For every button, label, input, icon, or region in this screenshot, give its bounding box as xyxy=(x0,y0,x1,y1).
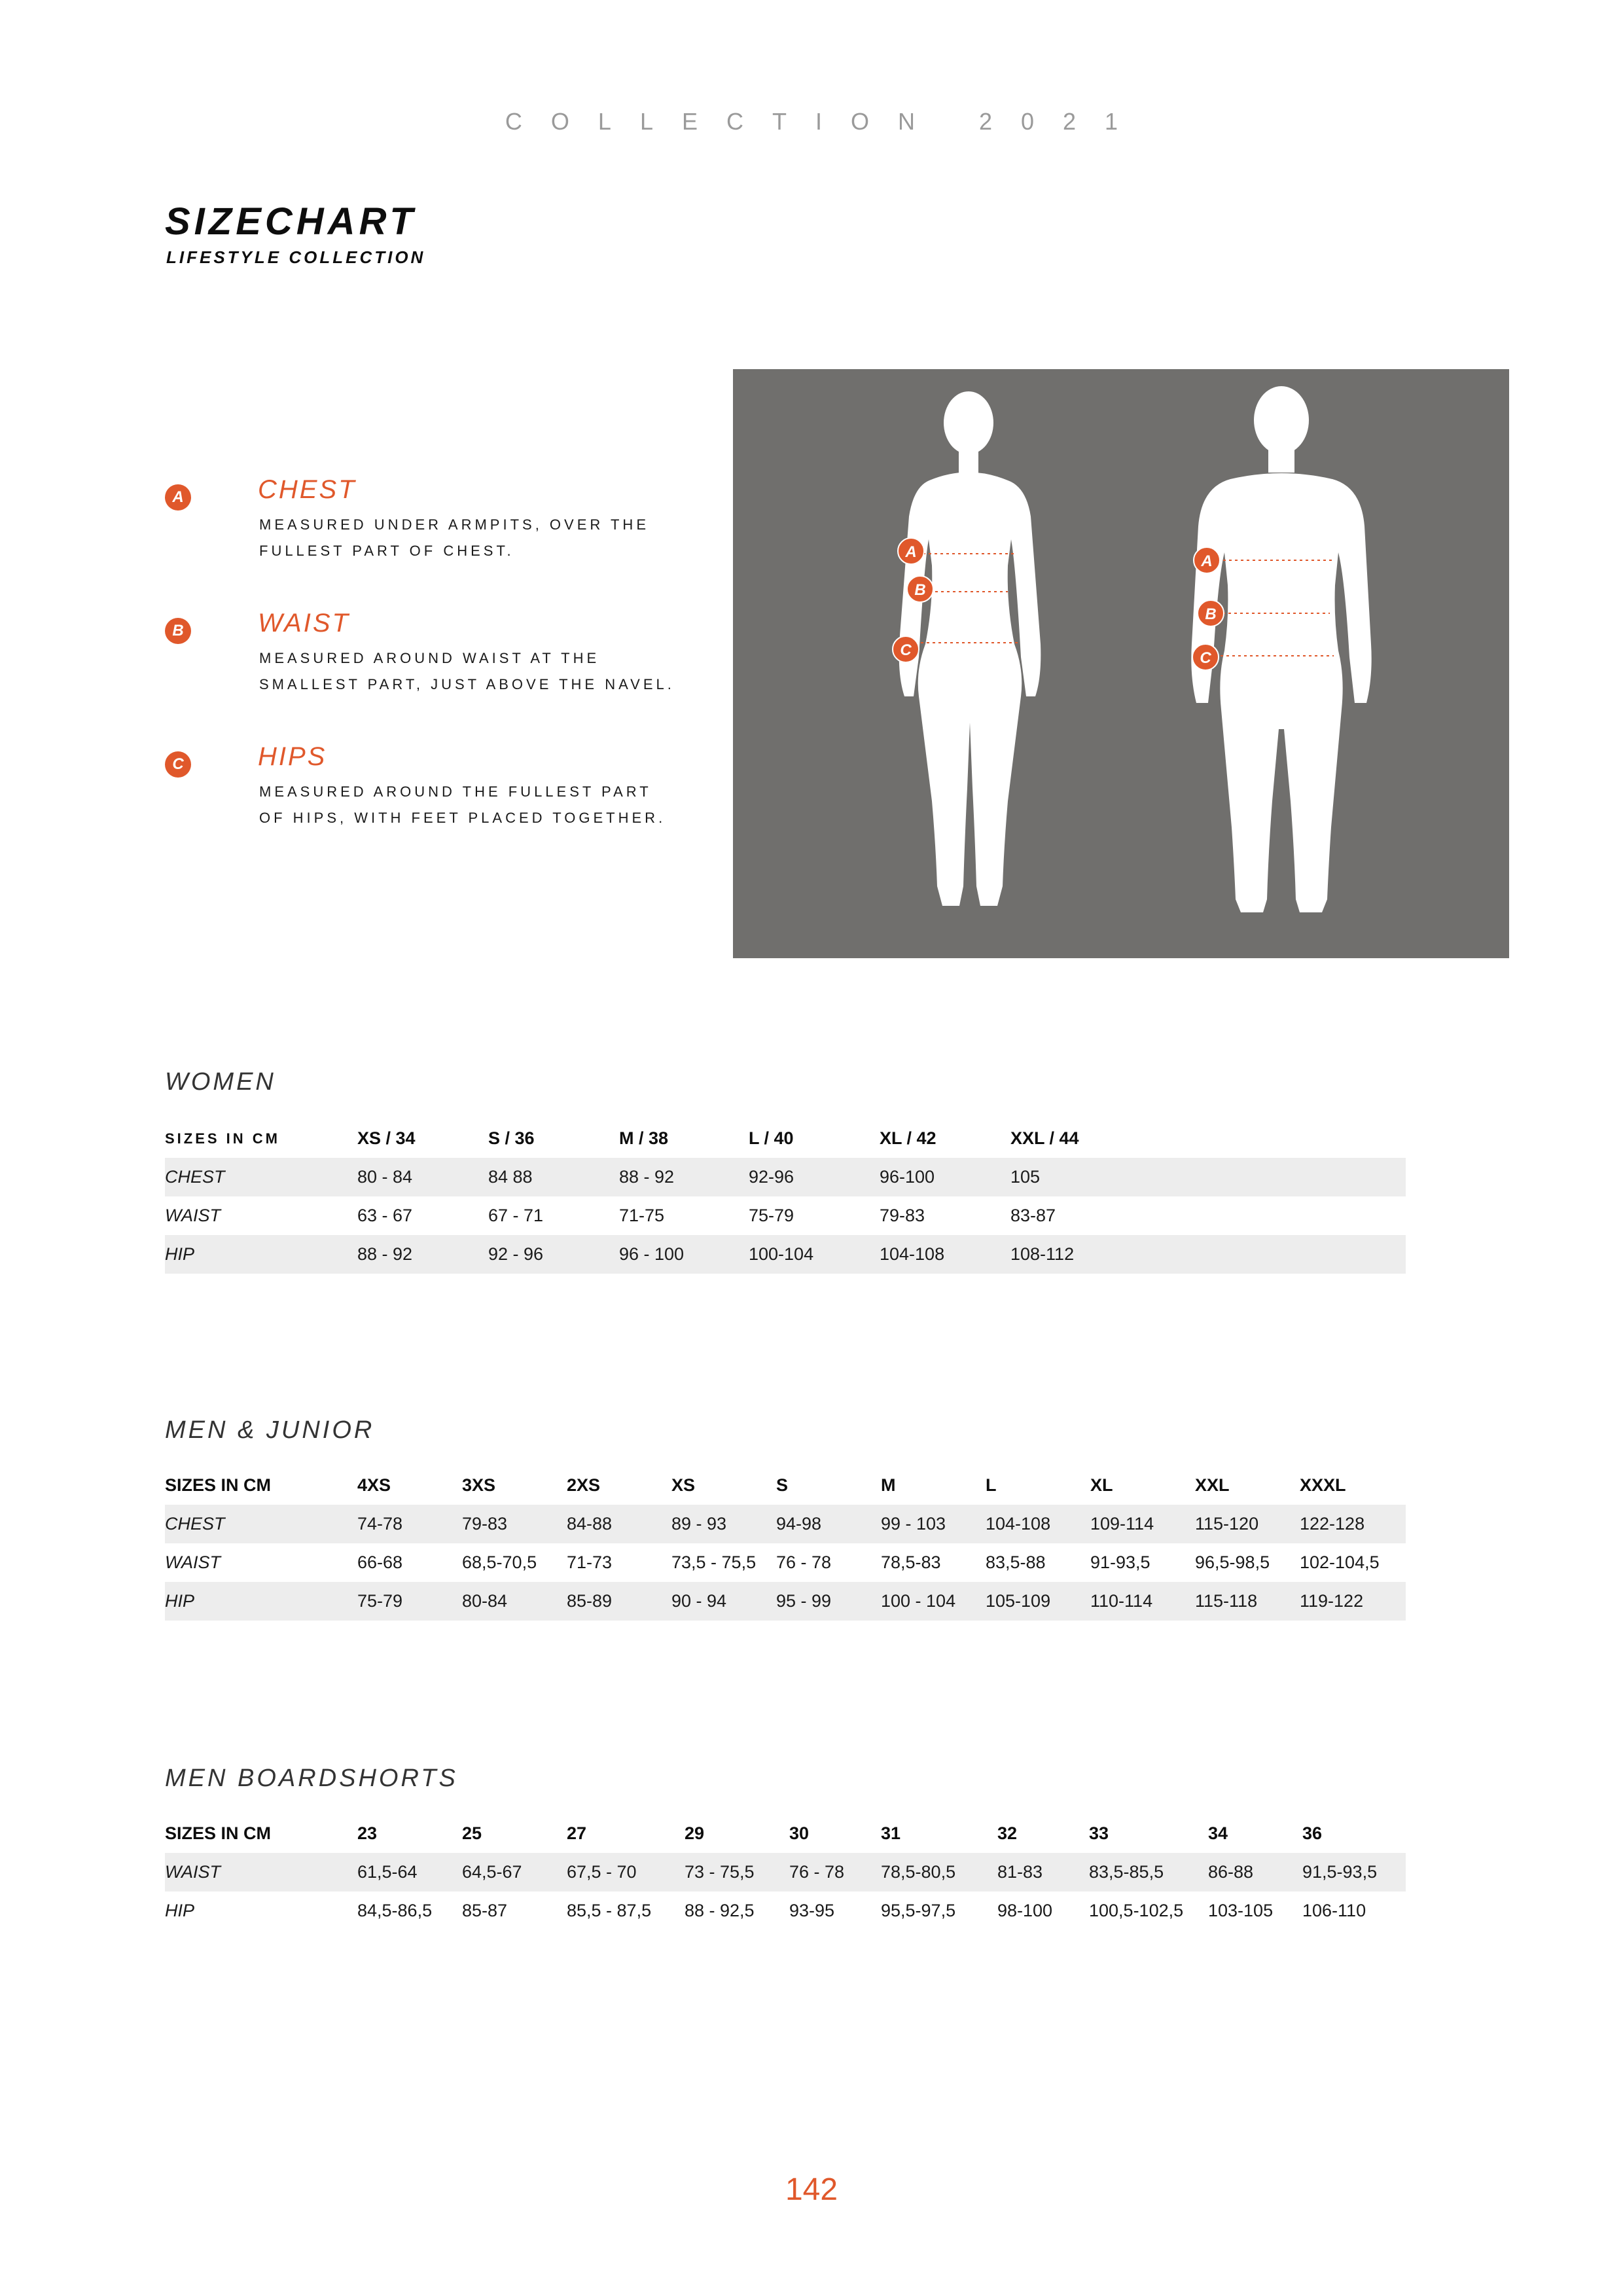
header-cell: 30 xyxy=(789,1823,810,1843)
table-cell: 104-108 xyxy=(880,1244,945,1264)
header-cell: 27 xyxy=(567,1823,587,1843)
legend-desc-line: MEASURED AROUND WAIST AT THE xyxy=(259,650,600,666)
table-row xyxy=(165,1892,1406,1930)
table-cell: 80 - 84 xyxy=(357,1167,413,1187)
page-subtitle: LIFESTYLE COLLECTION xyxy=(166,247,426,267)
table-cell: 93-95 xyxy=(789,1901,835,1920)
table-cell: 73,5 - 75,5 xyxy=(671,1552,757,1572)
table-cell: 89 - 93 xyxy=(671,1514,727,1534)
table-cell: 95 - 99 xyxy=(776,1591,832,1611)
table-cell: 91-93,5 xyxy=(1090,1552,1150,1572)
table-cell: 86-88 xyxy=(1208,1862,1254,1882)
legend-desc-line: MEASURED AROUND THE FULLEST PART xyxy=(259,783,652,800)
header-cell: SIZES IN CM xyxy=(165,1823,272,1843)
table-cell: 68,5-70,5 xyxy=(462,1552,537,1572)
table-cell: 104-108 xyxy=(986,1514,1051,1534)
table-cell: 67 - 71 xyxy=(488,1206,544,1225)
table-cell: 83-87 xyxy=(1010,1206,1056,1225)
table-cell: 84,5-86,5 xyxy=(357,1901,433,1920)
table-cell: 85-87 xyxy=(462,1901,508,1920)
header-cell: L / 40 xyxy=(749,1128,794,1148)
table-cell: 91,5-93,5 xyxy=(1302,1862,1378,1882)
figure-badge-b-man: B xyxy=(1205,605,1217,623)
table-cell: 88 - 92,5 xyxy=(685,1901,755,1920)
table-cell: 64,5-67 xyxy=(462,1862,522,1882)
table-cell: 100 - 104 xyxy=(881,1591,956,1611)
row-label: HIP xyxy=(165,1244,195,1264)
header-cell: XXL xyxy=(1195,1475,1230,1495)
legend-desc-hips xyxy=(259,779,666,831)
legend-title-chest: CHEST xyxy=(258,475,357,504)
header-cell: 29 xyxy=(685,1823,705,1843)
section-title-men-junior: MEN & JUNIOR xyxy=(165,1416,375,1444)
table-cell: 85,5 - 87,5 xyxy=(567,1901,652,1920)
page-number: 142 xyxy=(785,2172,838,2207)
legend-desc-line: MEASURED UNDER ARMPITS, OVER THE xyxy=(259,516,649,533)
table-row xyxy=(165,1505,1406,1543)
table-cell: 79-83 xyxy=(462,1514,508,1534)
figure-badge-a-man: A xyxy=(1201,552,1213,570)
legend-title-waist: WAIST xyxy=(258,609,350,637)
header-cell: 4XS xyxy=(357,1475,391,1495)
header-cell: XS xyxy=(671,1475,696,1495)
table-cell: 75-79 xyxy=(357,1591,403,1611)
table-cell: 79-83 xyxy=(880,1206,925,1225)
row-label: HIP xyxy=(165,1591,195,1611)
figure-badge-c-man: C xyxy=(1200,649,1211,667)
table-cell: 108-112 xyxy=(1010,1244,1075,1264)
table-cell: 83,5-85,5 xyxy=(1089,1862,1164,1882)
table-cell: 78,5-83 xyxy=(881,1552,941,1572)
table-cell: 75-79 xyxy=(749,1206,794,1225)
header-cell: SIZES IN CM xyxy=(165,1475,272,1495)
legend-title-hips: HIPS xyxy=(258,742,327,771)
header-cell: 2XS xyxy=(567,1475,601,1495)
table-row xyxy=(165,1853,1406,1892)
table-cell: 88 - 92 xyxy=(619,1167,675,1187)
table-cell: 80-84 xyxy=(462,1591,508,1611)
table-cell: 85-89 xyxy=(567,1591,613,1611)
table-cell: 98-100 xyxy=(997,1901,1053,1920)
table-cell: 96-100 xyxy=(880,1167,935,1187)
table-cell: 99 - 103 xyxy=(881,1514,946,1534)
figure-badge-c: C xyxy=(900,641,912,659)
collection-label: COLLECTION 2021 xyxy=(505,108,1147,135)
header-cell: 31 xyxy=(881,1823,901,1843)
row-label: CHEST xyxy=(165,1514,225,1534)
header-cell: XXXL xyxy=(1300,1475,1346,1495)
table-row xyxy=(165,1582,1406,1621)
table-cell: 100-104 xyxy=(749,1244,814,1264)
table-cell: 84 88 xyxy=(488,1167,533,1187)
table-cell: 96,5-98,5 xyxy=(1195,1552,1270,1572)
row-label: WAIST xyxy=(165,1206,221,1225)
table-cell: 73 - 75,5 xyxy=(685,1862,755,1882)
header-cell: 32 xyxy=(997,1823,1018,1843)
table-cell: 88 - 92 xyxy=(357,1244,413,1264)
table-cell: 109-114 xyxy=(1090,1514,1154,1534)
table-cell: 63 - 67 xyxy=(357,1206,413,1225)
header-cell: 25 xyxy=(462,1823,482,1843)
header-cell: 3XS xyxy=(462,1475,496,1495)
table-cell: 106-110 xyxy=(1302,1901,1366,1920)
header-cell: S / 36 xyxy=(488,1128,535,1148)
table-header-row xyxy=(165,1814,1406,1853)
table-cell: 66-68 xyxy=(357,1552,403,1572)
header-cell: XL xyxy=(1090,1475,1113,1495)
table-cell: 115-120 xyxy=(1195,1514,1259,1534)
header-cell: XXL / 44 xyxy=(1010,1128,1079,1148)
table-cell: 103-105 xyxy=(1208,1901,1274,1920)
table-cell: 92-96 xyxy=(749,1167,794,1187)
section-title-women: WOMEN xyxy=(165,1068,276,1096)
table-row xyxy=(165,1235,1406,1274)
badge-b: B xyxy=(165,618,191,644)
table-cell: 76 - 78 xyxy=(776,1552,832,1572)
table-cell: 83,5-88 xyxy=(986,1552,1046,1572)
table-cell: 84-88 xyxy=(567,1514,613,1534)
page-title: SIZECHART xyxy=(165,200,417,243)
legend-desc-chest xyxy=(259,512,649,564)
legend-desc-waist xyxy=(259,645,675,698)
header-cell: XS / 34 xyxy=(357,1128,416,1148)
header-cell: L xyxy=(986,1475,997,1495)
header-cell: SIZES IN CM xyxy=(165,1130,281,1147)
table-cell: 105 xyxy=(1010,1167,1041,1187)
legend-desc-line: FULLEST PART OF CHEST. xyxy=(259,543,514,559)
header-cell: M / 38 xyxy=(619,1128,669,1148)
figure-badge-a: A xyxy=(905,543,917,561)
table-cell: 61,5-64 xyxy=(357,1862,418,1882)
table-cell: 71-75 xyxy=(619,1206,665,1225)
body-figure-panel xyxy=(733,369,1509,958)
legend-desc-line: OF HIPS, WITH FEET PLACED TOGETHER. xyxy=(259,810,666,826)
table-cell: 119-122 xyxy=(1300,1591,1364,1611)
header-cell: 36 xyxy=(1302,1823,1323,1843)
row-label: WAIST xyxy=(165,1862,221,1882)
section-title-boardshorts: MEN BOARDSHORTS xyxy=(165,1765,458,1792)
badge-a: A xyxy=(165,484,191,511)
table-cell: 90 - 94 xyxy=(671,1591,727,1611)
table-cell: 74-78 xyxy=(357,1514,403,1534)
table-cell: 110-114 xyxy=(1090,1591,1153,1611)
table-cell: 105-109 xyxy=(986,1591,1051,1611)
row-label: HIP xyxy=(165,1901,195,1920)
table-header-row xyxy=(165,1466,1406,1505)
table-cell: 76 - 78 xyxy=(789,1862,845,1882)
table-cell: 100,5-102,5 xyxy=(1089,1901,1184,1920)
row-label: WAIST xyxy=(165,1552,221,1572)
badge-c: C xyxy=(165,751,191,778)
table-cell: 67,5 - 70 xyxy=(567,1862,637,1882)
table-cell: 71-73 xyxy=(567,1552,613,1572)
table-row xyxy=(165,1158,1406,1196)
table-header-row xyxy=(165,1119,1406,1158)
table-cell: 78,5-80,5 xyxy=(881,1862,956,1882)
legend-desc-line: SMALLEST PART, JUST ABOVE THE NAVEL. xyxy=(259,676,675,692)
woman-silhouette xyxy=(899,391,1041,906)
table-cell: 94-98 xyxy=(776,1514,822,1534)
table-cell: 122-128 xyxy=(1300,1514,1365,1534)
row-label: CHEST xyxy=(165,1167,225,1187)
table-row xyxy=(165,1196,1406,1235)
table-cell: 92 - 96 xyxy=(488,1244,544,1264)
table-cell: 81-83 xyxy=(997,1862,1043,1882)
header-cell: M xyxy=(881,1475,896,1495)
table-cell: 115-118 xyxy=(1195,1591,1258,1611)
table-cell: 96 - 100 xyxy=(619,1244,685,1264)
table-cell: 95,5-97,5 xyxy=(881,1901,956,1920)
body-silhouettes-illustration xyxy=(733,369,1509,958)
header-cell: 34 xyxy=(1208,1823,1228,1843)
header-cell: 23 xyxy=(357,1823,378,1843)
table-cell: 102-104,5 xyxy=(1300,1552,1380,1572)
table-row xyxy=(165,1543,1406,1582)
header-cell: S xyxy=(776,1475,789,1495)
figure-badge-b: B xyxy=(914,581,926,599)
header-cell: XL / 42 xyxy=(880,1128,936,1148)
man-silhouette xyxy=(1191,386,1371,912)
header-cell: 33 xyxy=(1089,1823,1109,1843)
